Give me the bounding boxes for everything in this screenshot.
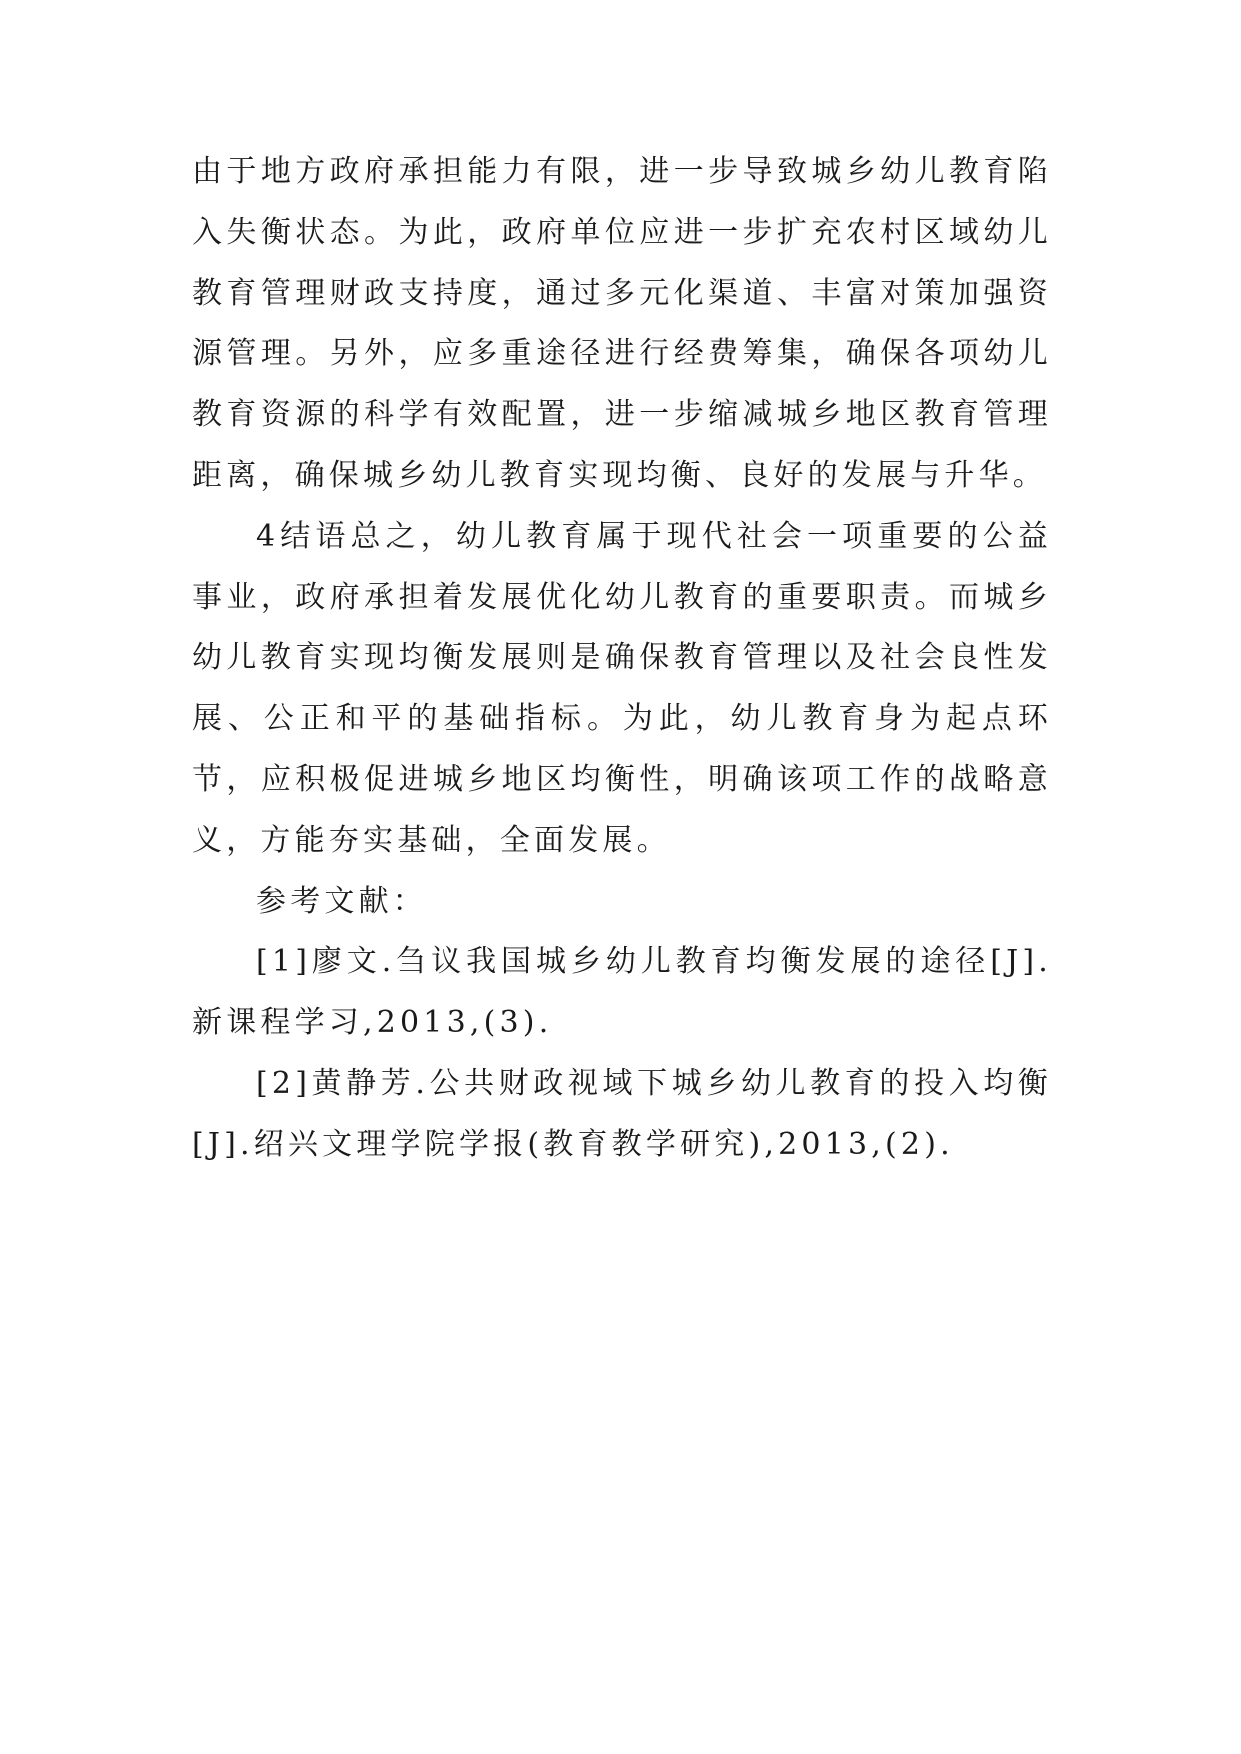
references-heading: 参考文献： <box>256 883 427 919</box>
reference-item-2: [2]黄静芳.公共财政视域下城乡幼儿教育的投入均衡[J].绍兴文理学院学报(教育教学研究),2013,(2). <box>192 1065 1052 1162</box>
document-body <box>192 142 1052 1176</box>
reference-item-1: [1]廖文.刍议我国城乡幼儿教育均衡发展的途径[J].新课程学习,2013,(3). <box>192 944 1052 1041</box>
paragraph-conclusion: 4结语总之，幼儿教育属于现代社会一项重要的公益事业，政府承担着发展优化幼儿教育的重要职责。而城乡幼儿教育实现均衡发展则是确保教育管理以及社会良性发展、公正和平的基础指标。为此，幼儿教育身为起点环节，应积极促进城乡地区均衡性，明确该项工作的战略意义，方能夯实基础，全面发展。 <box>192 518 1052 858</box>
paragraph-continuation: 由于地方政府承担能力有限，进一步导致城乡幼儿教育陷入失衡状态。为此，政府单位应进一步扩充农村区域幼儿教育管理财政支持度，通过多元化渠道、丰富对策加强资源管理。另外，应多重途径进行经费筹集，确保各项幼儿教育资源的科学有效配置，进一步缩减城乡地区教育管理距离，确保城乡幼儿教育实现均衡、良好的发展与升华。 <box>192 154 1052 493</box>
